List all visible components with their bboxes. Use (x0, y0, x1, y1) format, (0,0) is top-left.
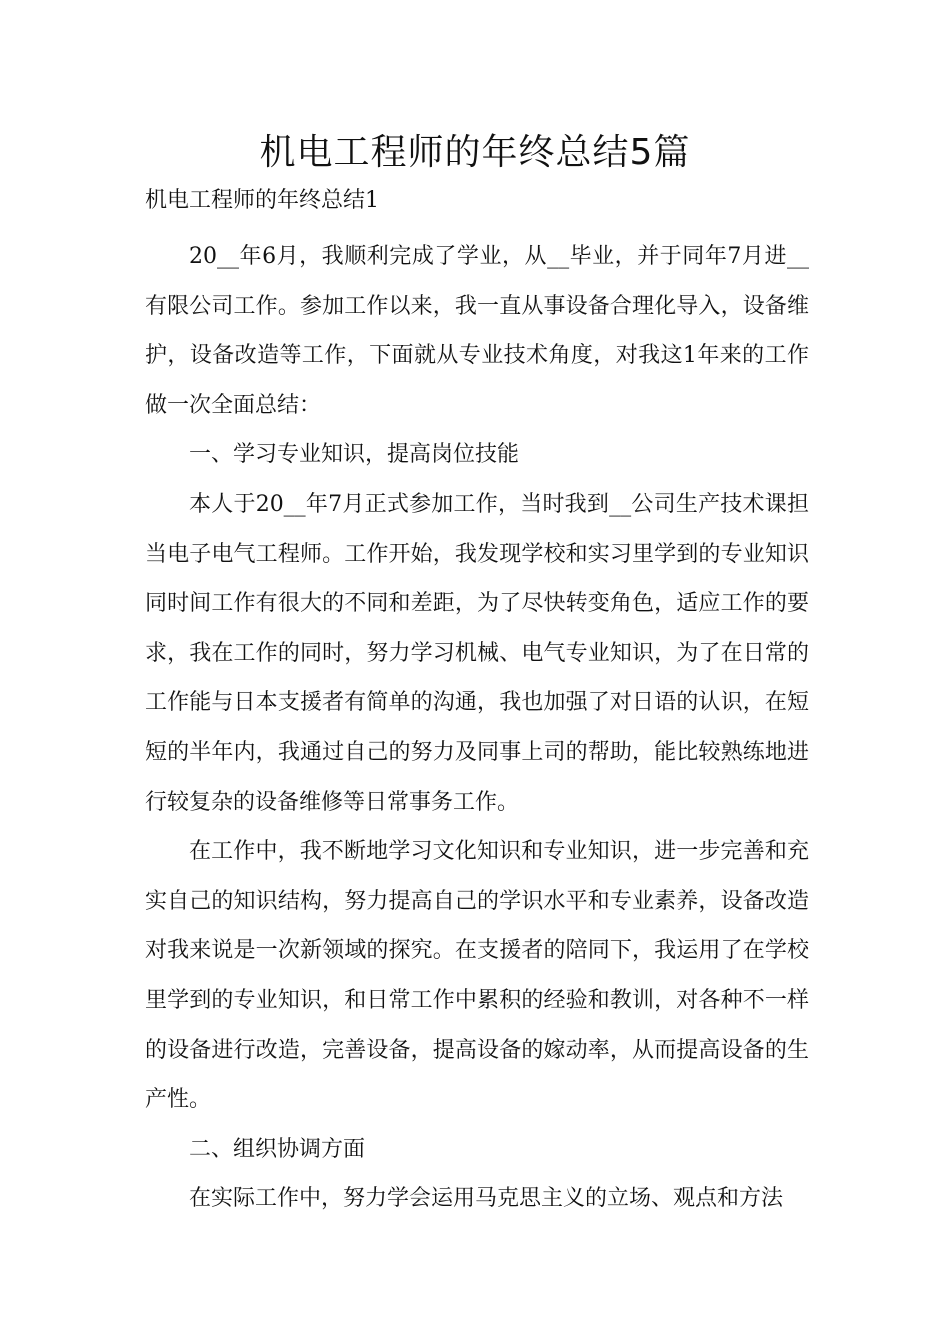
section-heading: 一、学习专业知识，提高岗位技能 (189, 442, 520, 468)
paragraph: 在工作中，我不断地学习文化知识和专业知识，进一步完善和充实自己的知识结构，努力提高自己的学识水平和专业素养，设备改造对我来说是一次新领域的探究。在支援者的陪同下，我运用了在学校里学到的专业知识，和日常工作中累积的经验和教训，对各种不一样的设备进行改造，完善设备，提高设备的嫁动率，从而提高设备的生产性。 (145, 839, 809, 1113)
paragraph: 本人于20__年7月正式参加工作，当时我到__公司生产技术课担当电子电气工程师。工作开始，我发现学校和实习里学到的专业知识同时间工作有很大的不同和差距，为了尽快转变角色，适应工作的要求，我在工作的同时，努力学习机械、电气专业知识，为了在日常的工作能与日本支援者有简单的沟通，我也加强了对日语的认识，在短短的半年内，我通过自己的努力及同事上司的帮助，能比较熟练地进行较复杂的设备维修等日常事务工作。 (145, 491, 809, 815)
document-body (145, 232, 809, 1224)
section-subtitle: 机电工程师的年终总结1 (145, 188, 379, 213)
paragraph: 在实际工作中，努力学会运用马克思主义的立场、观点和方法 (189, 1186, 784, 1212)
section-heading: 二、组织协调方面 (189, 1136, 366, 1162)
document-title: 机电工程师的年终总结5篇 (259, 132, 691, 173)
paragraph: 20__年6月，我顺利完成了学业，从__毕业，并于同年7月进__有限公司工作。参加工作以来，我一直从事设备合理化导入，设备维护，设备改造等工作，下面就从专业技术角度，对我这1年来的工作做一次全面总结： (145, 244, 809, 418)
